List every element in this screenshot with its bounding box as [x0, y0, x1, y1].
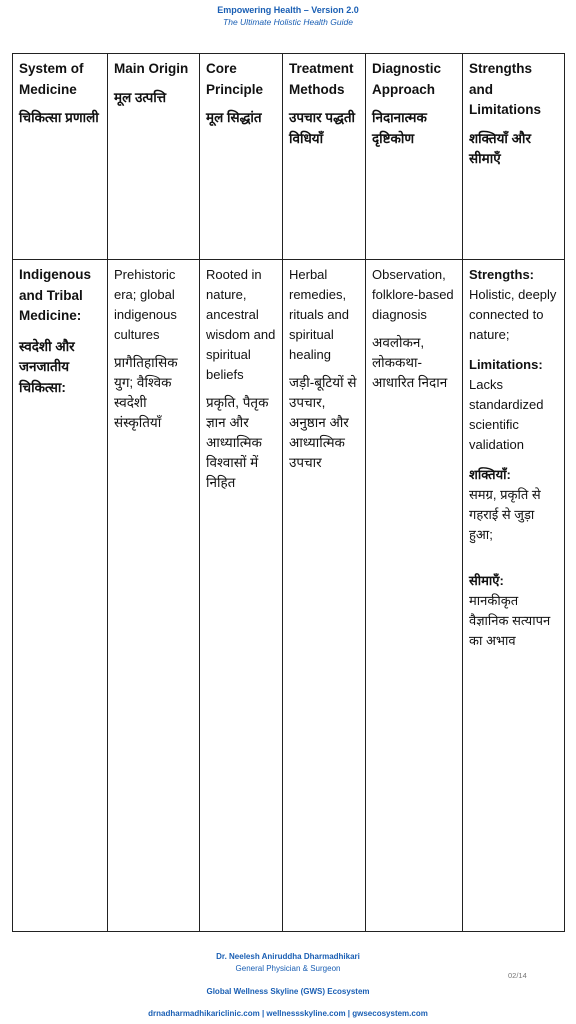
document-subtitle: The Ultimate Holistic Health Guide — [223, 17, 353, 27]
table-header-row — [13, 54, 565, 260]
strengths-label: Strengths: — [469, 267, 534, 282]
limitations-label: Limitations: — [469, 357, 543, 372]
strengths-text: Holistic, deeply connected to nature; — [469, 287, 557, 342]
cell-principle: Rooted in nature, ancestral wisdom and spiritual beliefs प्रकृति, पैतृक ज्ञान और आध्यात्मिक विश्वासों में निहित — [200, 260, 283, 932]
author-role: General Physician & Surgeon — [235, 964, 341, 973]
column-header-principle: Core Principle मूल सिद्धांत — [200, 54, 283, 260]
document-title: Empowering Health – Version 2.0 — [217, 5, 359, 15]
column-header-origin: Main Origin मूल उत्पत्ति — [108, 54, 200, 260]
cell-system: Indigenous and Tribal Medicine: स्वदेशी और जनजातीय चिकित्सा: — [13, 260, 108, 932]
page-number: 02/14 — [508, 971, 527, 980]
limitations-text: Lacks standardized scientific validation — [469, 377, 544, 452]
strengths-label-hindi: शक्तियाँ: — [469, 467, 511, 482]
cell-treatment: Herbal remedies, rituals and spiritual healing जड़ी-बूटियों से उपचार, अनुष्ठान और आध्यात्मिक उपचार — [283, 260, 366, 932]
column-header-treatment: Treatment Methods उपचार पद्धती विधियाँ — [283, 54, 366, 260]
cell-strengths — [463, 260, 565, 932]
table-row — [13, 260, 565, 932]
website-links: drnadharmadhikariclinic.com | wellnessskyline.com | gwsecosystem.com — [148, 1009, 428, 1018]
column-header-diagnostic: Diagnostic Approach निदानात्मक दृष्टिकोण — [366, 54, 463, 260]
author-name: Dr. Neelesh Aniruddha Dharmadhikari — [216, 952, 360, 961]
column-header-system: System of Medicine चिकित्सा प्रणाली — [13, 54, 108, 260]
medicine-systems-table — [12, 53, 565, 932]
column-header-strengths: Strengths and Limitations शक्तियाँ और सीमाएँ — [463, 54, 565, 260]
limitations-label-hindi: सीमाएँ: — [469, 573, 504, 588]
ecosystem-name: Global Wellness Skyline (GWS) Ecosystem — [206, 987, 370, 996]
cell-diagnostic: Observation, folklore-based diagnosis अवलोकन, लोककथा-आधारित निदान — [366, 260, 463, 932]
cell-origin: Prehistoric era; global indigenous cultures प्रागैतिहासिक युग; वैश्विक स्वदेशी संस्कृतियाँ — [108, 260, 200, 932]
page-header — [0, 4, 576, 28]
limitations-text-hindi: मानकीकृत वैज्ञानिक सत्यापन का अभाव — [469, 593, 551, 648]
strengths-text-hindi: समग्र, प्रकृति से गहराई से जुड़ा हुआ; — [469, 487, 541, 542]
